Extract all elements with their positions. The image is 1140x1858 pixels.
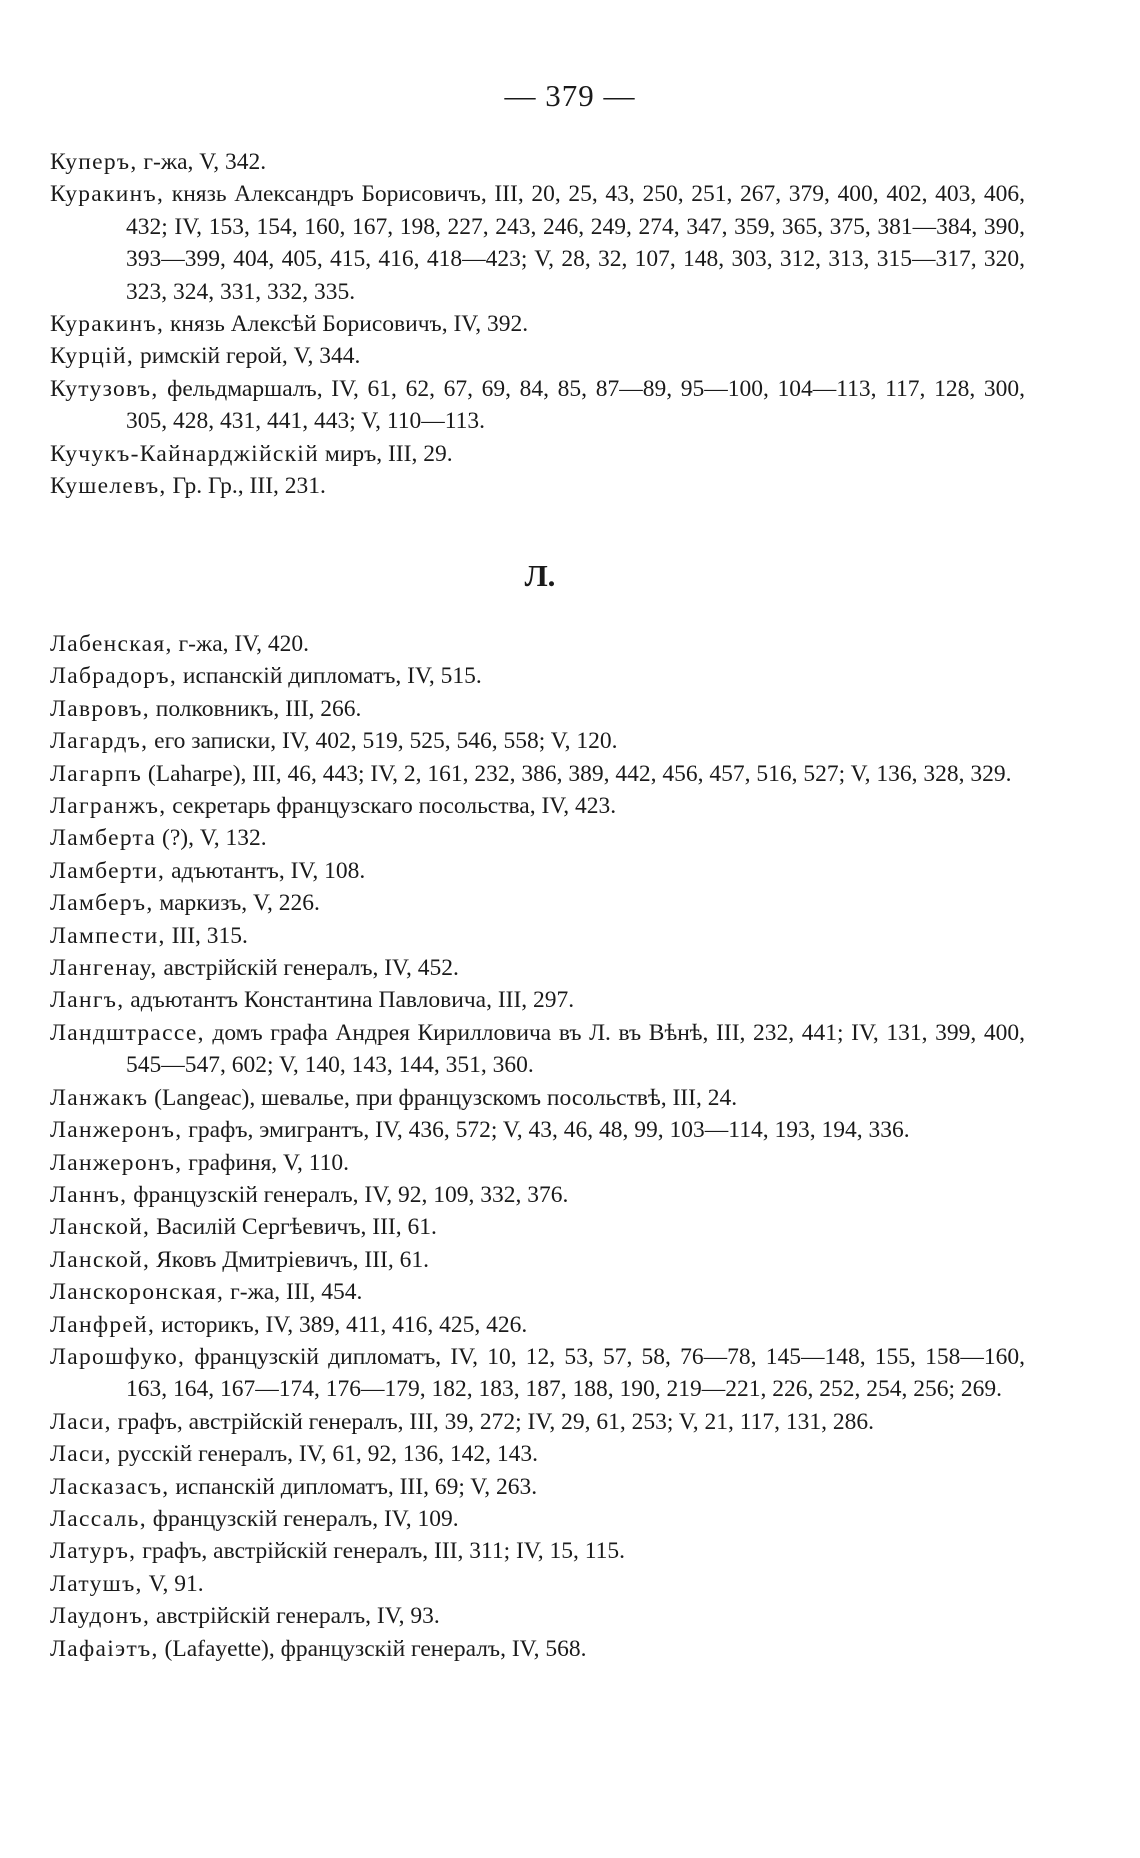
entry-references: испанскій дипломатъ, III, 69; V, 263. [169,1473,538,1500]
index-entry [50,1211,1025,1243]
entry-headword: Лангенау, [50,955,158,982]
entry-references: секретарь французскаго посольства, IV, 423. [166,793,617,820]
entry-references: полковникъ, III, 266. [149,695,362,722]
entry-headword: Куракинъ, [50,181,165,208]
entry-references: миръ, III, 29. [319,440,453,467]
index-entry [50,1179,1025,1211]
entry-references: адъютантъ, IV, 108. [165,857,366,884]
index-section-l [50,628,1025,1665]
index-entry [50,887,1025,919]
index-entry [50,1568,1025,1600]
index-entry [50,340,1025,372]
entry-headword: Ланжеронъ, [50,1149,183,1176]
entry-headword: Лавровъ, [50,695,150,722]
entry-references: фельдмаршалъ, IV, 61, 62, 67, 69, 84, 85, 87—89, 95—100, 104—113, 117, 128, 300, 305, 428, 431, 441, 443; V, 110—113. [126,375,1025,435]
entry-headword: Лабенская, [50,631,173,657]
entry-headword: Ланжеронъ, [50,1117,183,1144]
entry-headword: Ласи, [50,1441,112,1468]
entry-headword: Ланской, [50,1246,151,1273]
index-entry [50,758,1025,790]
entry-headword: Ланской, [50,1214,151,1241]
index-entry [50,1535,1025,1567]
entry-references: австрійскій генералъ, IV, 93. [150,1603,440,1630]
index-entry [50,1244,1025,1276]
entry-headword: Ландштрассе, [50,1019,205,1046]
index-entry [50,984,1025,1016]
entry-references: маркизъ, V, 226. [153,890,320,917]
entry-references: Гр. Гр., III, 231. [166,473,326,500]
index-entry [50,1147,1025,1179]
entry-headword: Курцій, [50,343,135,370]
entry-headword: Лагардъ, [50,728,149,755]
index-entry [50,920,1025,952]
entry-headword: Лаудонъ, [50,1603,151,1630]
entry-headword: Ласи, [50,1408,112,1435]
index-entry [50,822,1025,854]
index-entry [50,1633,1025,1665]
entry-headword: Ламберъ, [50,890,154,917]
entry-references: графъ, австрійскій генералъ, III, 311; IV, 15, 115. [136,1538,626,1565]
entry-references: (Langeac), шевалье, при французскомъ посольствѣ, III, 24. [148,1084,738,1111]
page-number: — 379 — [504,78,636,113]
entry-headword: Латуръ, [50,1538,137,1565]
index-entry [50,1017,1025,1082]
entry-headword: Ламберти, [50,857,166,884]
entry-headword: Лагранжъ, [50,793,167,820]
index-entry [50,855,1025,887]
entry-references: французскій генералъ, IV, 92, 109, 332, 376. [127,1181,569,1208]
index-entry [50,1438,1025,1470]
index-entry [50,438,1025,470]
entry-headword: Латушъ, [50,1570,143,1597]
index-entry [50,1471,1025,1503]
entry-references: его записки, IV, 402, 519, 525, 546, 558; V, 120. [148,728,618,755]
entry-references: (?), V, 132. [156,825,267,852]
entry-references: Яковъ Дмитріевичъ, III, 61. [150,1246,430,1273]
index-entry [50,1276,1025,1308]
index-entry [50,1503,1025,1535]
entry-headword: Лафаіэтъ, [50,1635,159,1662]
index-entry [50,178,1025,308]
index-entry [50,628,1025,660]
entry-references: князь Алексѣй Борисовичъ, IV, 392. [164,311,529,338]
entry-headword: Лассаль, [50,1505,147,1532]
index-entry [50,146,1025,178]
entry-headword: Куперъ, [50,149,138,175]
entry-headword: Ланжакъ [50,1084,149,1111]
entry-references: римскій герой, V, 344. [134,343,361,370]
entry-references: французскій дипломатъ, IV, 10, 12, 53, 57, 58, 76—78, 145—148, 155, 158—160, 163, 164, 167—174, 176—179, 182, 183, 187, 188, 190, 219—221, 226, 252, 254, 256; 269. [126,1343,1025,1403]
letter-heading: Л. [524,558,556,593]
entry-references: г-жа, III, 454. [224,1279,363,1306]
entry-headword: Куракинъ, [50,311,165,338]
index-entry [50,790,1025,822]
index-section-k [50,146,1025,502]
index-entry [50,308,1025,340]
entry-references: графиня, V, 110. [182,1149,349,1176]
index-entry [50,1600,1025,1632]
index-entry [50,470,1025,502]
entry-headword: Ларошфуко, [50,1343,186,1370]
entry-references: французскій генералъ, IV, 109. [146,1505,459,1532]
entry-headword: Кутузовъ, [50,375,159,402]
entry-references: (Lafayette), французскій генералъ, IV, 568. [158,1635,587,1662]
entry-headword: Лангъ, [50,987,125,1014]
index-entry [50,1406,1025,1438]
entry-references: русскій генералъ, IV, 61, 92, 136, 142, 143. [111,1441,539,1468]
entry-references: графъ, австрійскій генералъ, III, 39, 272; IV, 29, 61, 253; V, 21, 117, 131, 286. [111,1408,875,1435]
entry-headword: Кучукъ-Кайнарджійскій [50,440,319,467]
index-entry [50,1309,1025,1341]
entry-references: г-жа, V, 342. [137,149,267,175]
index-entry [50,693,1025,725]
index-entry [50,660,1025,692]
index-entry [50,1341,1025,1406]
index-entry [50,1082,1025,1114]
index-entry [50,952,1025,984]
index-entry [50,373,1025,438]
entry-references: V, 91. [142,1570,204,1597]
entry-headword: Лагарпъ [50,760,143,787]
entry-references: адъютантъ Константина Павловича, III, 297. [124,987,575,1014]
entry-headword: Кушелевъ, [50,473,167,500]
entry-references: испанскій дипломатъ, IV, 515. [177,663,482,690]
index-entry [50,725,1025,757]
index-entry [50,1114,1025,1146]
entry-headword: Лабрадоръ, [50,663,177,690]
entry-headword: Ланнъ, [50,1181,128,1208]
entry-references: Василій Сергѣевичъ, III, 61. [150,1214,437,1241]
entry-references: г-жа, IV, 420. [172,631,310,657]
entry-references: австрійскій генералъ, IV, 452. [157,955,459,982]
entry-headword: Ламберта [50,825,157,852]
entry-references: князь Александръ Борисовичъ, III, 20, 25, 43, 250, 251, 267, 379, 400, 402, 403, 406, 432; IV, 153, 154, 160, 167, 198, 227, 243, 246, 249, 274, 347, 359, 365, 375, 381—384, 390, 393—399, 404, 405, 415, 416, 418—423; V, 28, 32, 107, 148, 303, 312, 313, 315—317, 320, 323, 324, 331, 332, 335. [126,181,1025,305]
entry-references: графъ, эмигрантъ, IV, 436, 572; V, 43, 46, 48, 99, 103—114, 193, 194, 336. [182,1117,910,1144]
entry-references: (Laharpe), III, 46, 443; IV, 2, 161, 232, 386, 389, 442, 456, 457, 516, 527; V, 136, 328, 329. [142,760,1012,787]
entry-headword: Ланскоронская, [50,1279,225,1306]
entry-headword: Лампести, [50,922,166,949]
entry-references: домъ графа Андрея Кирилловича въ Л. въ Вѣнѣ, III, 232, 441; IV, 131, 399, 400, 545—547, 602; V, 140, 143, 144, 351, 360. [126,1019,1025,1079]
entry-references: III, 315. [165,922,248,949]
entry-headword: Ланфрей, [50,1311,156,1338]
entry-references: историкъ, IV, 389, 411, 416, 425, 426. [155,1311,528,1338]
entry-headword: Ласказасъ, [50,1473,170,1500]
